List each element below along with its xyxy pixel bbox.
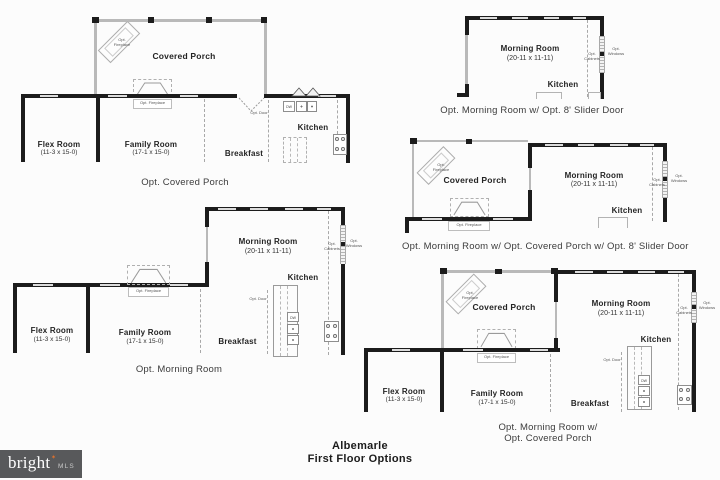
window-triangles-icon: [291, 87, 321, 97]
window: [493, 218, 513, 220]
interior-wall: [528, 190, 532, 221]
fireplace-trapezoid-icon: [451, 199, 488, 216]
exterior-wall: [341, 264, 345, 355]
slider-door-wall: [465, 35, 468, 84]
room-label-flex: Flex Room: [30, 326, 74, 335]
porch-post: [261, 17, 267, 23]
room-dims-morning: (20-11 x 11-11): [506, 55, 554, 62]
burner: [335, 147, 339, 151]
interior-wall: [86, 287, 90, 353]
plan-caption: Opt. Covered Porch: [141, 177, 229, 188]
logo-brand-text: bright: [8, 453, 51, 472]
exterior-wall: [663, 198, 667, 222]
dishwasher: DW: [287, 312, 299, 322]
logo-suffix-text: MLS: [58, 463, 75, 470]
opt-windows-label: Opt. Windows: [670, 173, 688, 183]
window-mullion: [692, 305, 696, 309]
room-dims-flex: (11-3 x 15-0): [40, 149, 78, 156]
window: [610, 144, 628, 146]
counter-edge: [337, 100, 338, 134]
room-label-family: Family Room: [470, 389, 524, 398]
interior-wall: [528, 143, 532, 168]
window: [544, 17, 559, 19]
window: [463, 349, 483, 351]
window: [573, 17, 586, 19]
window: [640, 144, 654, 146]
window: [40, 95, 58, 97]
sheet-title: Albemarle: [332, 440, 388, 452]
porch-wall: [441, 273, 444, 348]
fireplace-box: [450, 198, 489, 217]
window: [545, 144, 563, 146]
sink-basin: [287, 335, 299, 345]
sink-basin: [638, 397, 650, 407]
porch-post: [440, 268, 447, 274]
burner: [333, 324, 337, 328]
double-sink-icon: [296, 101, 317, 112]
sink-basin: [638, 386, 650, 396]
window: [250, 208, 268, 210]
stove-icon: [324, 321, 339, 342]
porch-post: [410, 138, 417, 144]
porch-wall: [412, 142, 414, 218]
sink-basin: [307, 101, 318, 112]
bright-mls-logo: [0, 450, 82, 478]
plan-caption-line2: Opt. Covered Porch: [504, 433, 592, 444]
burner: [333, 334, 337, 338]
stove-icon: [333, 134, 347, 155]
window: [392, 349, 410, 351]
room-label-breakfast: Breakfast: [224, 149, 264, 158]
window: [638, 271, 655, 273]
room-label-flex: Flex Room: [382, 387, 426, 396]
room-dims-flex: (11-3 x 15-0): [385, 396, 423, 403]
room-label-morning: Morning Room: [591, 299, 651, 308]
porch-post: [495, 269, 502, 274]
burner: [326, 334, 330, 338]
room-label-kitchen: Kitchen: [547, 80, 579, 89]
exterior-wall: [692, 323, 696, 412]
counter: [536, 92, 562, 99]
opt-cabinets-label: Opt. Cabinets: [649, 177, 665, 187]
burner: [679, 388, 683, 392]
interior-wall: [554, 338, 558, 352]
porch-wall: [264, 22, 267, 95]
opt-fireplace-label: Opt. Fireplace: [448, 221, 490, 231]
room-label-covered-porch: Covered Porch: [443, 175, 507, 185]
sink-basin: [296, 101, 307, 112]
room-label-kitchen: Kitchen: [640, 335, 672, 344]
opt-windows-label: Opt. Windows: [607, 46, 625, 56]
window-mullion: [600, 52, 604, 56]
room-label-kitchen: Kitchen: [287, 273, 319, 282]
room-dims-flex: (11-3 x 15-0): [33, 336, 71, 343]
interior-wall: [440, 352, 444, 412]
exterior-wall: [341, 207, 345, 225]
stove-icon: [677, 385, 692, 405]
window: [180, 95, 198, 97]
opt-door-label: Opt. Door: [249, 296, 267, 301]
dashed-room-divider: [550, 354, 551, 412]
opt-cabinets-label: Opt. Cabinets: [676, 305, 692, 315]
burner: [686, 388, 690, 392]
window-wall: [555, 302, 557, 338]
window: [668, 271, 684, 273]
room-label-family: Family Room: [124, 140, 178, 149]
opt-cabinets-label: Opt. Cabinets: [584, 51, 600, 61]
room-label-flex: Flex Room: [37, 140, 81, 149]
fireplace-box: [127, 265, 170, 285]
window: [575, 271, 593, 273]
exterior-wall: [663, 147, 667, 161]
dishwasher: DW: [283, 101, 295, 112]
burner: [341, 137, 345, 141]
sink-basin: [287, 324, 299, 334]
room-label-family: Family Room: [118, 328, 172, 337]
porch-wall: [94, 19, 267, 22]
room-label-morning: Morning Room: [564, 171, 624, 180]
plan-caption: Opt. Morning Room w/ Opt. Covered Porch w/ Opt. 8' Slider Door: [402, 241, 689, 252]
room-label-breakfast: Breakfast: [218, 337, 257, 346]
opt-fireplace-label: Opt. Fireplace: [432, 162, 450, 172]
exterior-wall: [205, 207, 209, 227]
opt-fireplace-label: Opt. Fireplace: [113, 37, 131, 47]
window: [285, 208, 303, 210]
burner: [679, 397, 683, 401]
window: [100, 284, 120, 286]
window: [422, 218, 442, 220]
plan-caption: Opt. Morning Room: [135, 364, 223, 375]
room-label-kitchen: Kitchen: [611, 206, 643, 215]
room-dims-family: (17-1 x 15-0): [132, 149, 170, 156]
opt-fireplace-label: Opt. Fireplace: [133, 99, 172, 109]
room-label-morning: Morning Room: [500, 44, 560, 53]
sheet-subtitle: First Floor Options: [307, 453, 413, 465]
counter: [588, 92, 601, 99]
counter: [598, 217, 628, 228]
burner: [686, 397, 690, 401]
kitchen-island: [283, 137, 307, 163]
window: [578, 144, 594, 146]
room-label-breakfast: Breakfast: [570, 399, 610, 408]
opt-cabinets-label: Opt. Cabinets: [324, 241, 340, 251]
opt-fireplace-label: Opt. Fireplace: [461, 290, 479, 300]
window: [170, 284, 188, 286]
burner: [335, 137, 339, 141]
window: [512, 17, 528, 19]
interior-wall: [554, 270, 558, 302]
opt-door-label: Opt. Door: [603, 357, 621, 362]
burner: [326, 324, 330, 328]
fireplace-trapezoid-icon: [478, 330, 515, 348]
window: [530, 349, 548, 351]
window: [33, 284, 53, 286]
exterior-wall: [692, 270, 696, 292]
porch-post: [206, 17, 212, 23]
fireplace-box: [477, 329, 516, 349]
window-wall: [529, 168, 531, 190]
opt-windows-label: Opt. Windows: [698, 300, 716, 310]
exterior-wall: [405, 217, 409, 233]
room-dims-family: (17-1 x 15-0): [126, 338, 164, 345]
room-dims-family: (17-1 x 15-0): [478, 399, 516, 406]
opt-fireplace-label: Opt. Fireplace: [477, 353, 516, 363]
plan-caption: Opt. Morning Room w/ Opt. 8' Slider Door: [440, 105, 624, 116]
exterior-wall: [457, 93, 469, 97]
room-dims-morning: (20-11 x 11-11): [244, 248, 292, 255]
opt-fireplace-label: Opt. Fireplace: [128, 287, 169, 297]
porch-post: [148, 17, 154, 23]
window: [607, 271, 623, 273]
room-label-covered-porch: Covered Porch: [472, 302, 536, 312]
room-label-covered-porch: Covered Porch: [152, 51, 216, 61]
exterior-wall: [465, 16, 469, 35]
porch-post: [92, 17, 99, 23]
window-wall: [206, 227, 208, 262]
room-label-morning: Morning Room: [238, 237, 298, 246]
dishwasher: DW: [638, 375, 650, 385]
fireplace-trapezoid-icon: [128, 266, 169, 284]
porch-post: [466, 139, 472, 144]
opt-door-label: Opt. Door: [250, 110, 268, 115]
plan-caption-line1: Opt. Morning Room w/: [498, 422, 598, 433]
window: [480, 17, 497, 19]
logo-spark-icon: ✶: [51, 455, 57, 461]
porch-wall: [94, 22, 97, 95]
room-label-kitchen: Kitchen: [297, 123, 329, 132]
room-dims-morning: (20-11 x 11-11): [597, 310, 645, 317]
room-dims-morning: (20-11 x 11-11): [570, 181, 618, 188]
exterior-wall: [600, 16, 604, 36]
window: [218, 208, 236, 210]
window: [317, 208, 331, 210]
burner: [341, 147, 345, 151]
opt-windows-label: Opt. Windows: [345, 238, 363, 248]
window: [108, 95, 127, 97]
